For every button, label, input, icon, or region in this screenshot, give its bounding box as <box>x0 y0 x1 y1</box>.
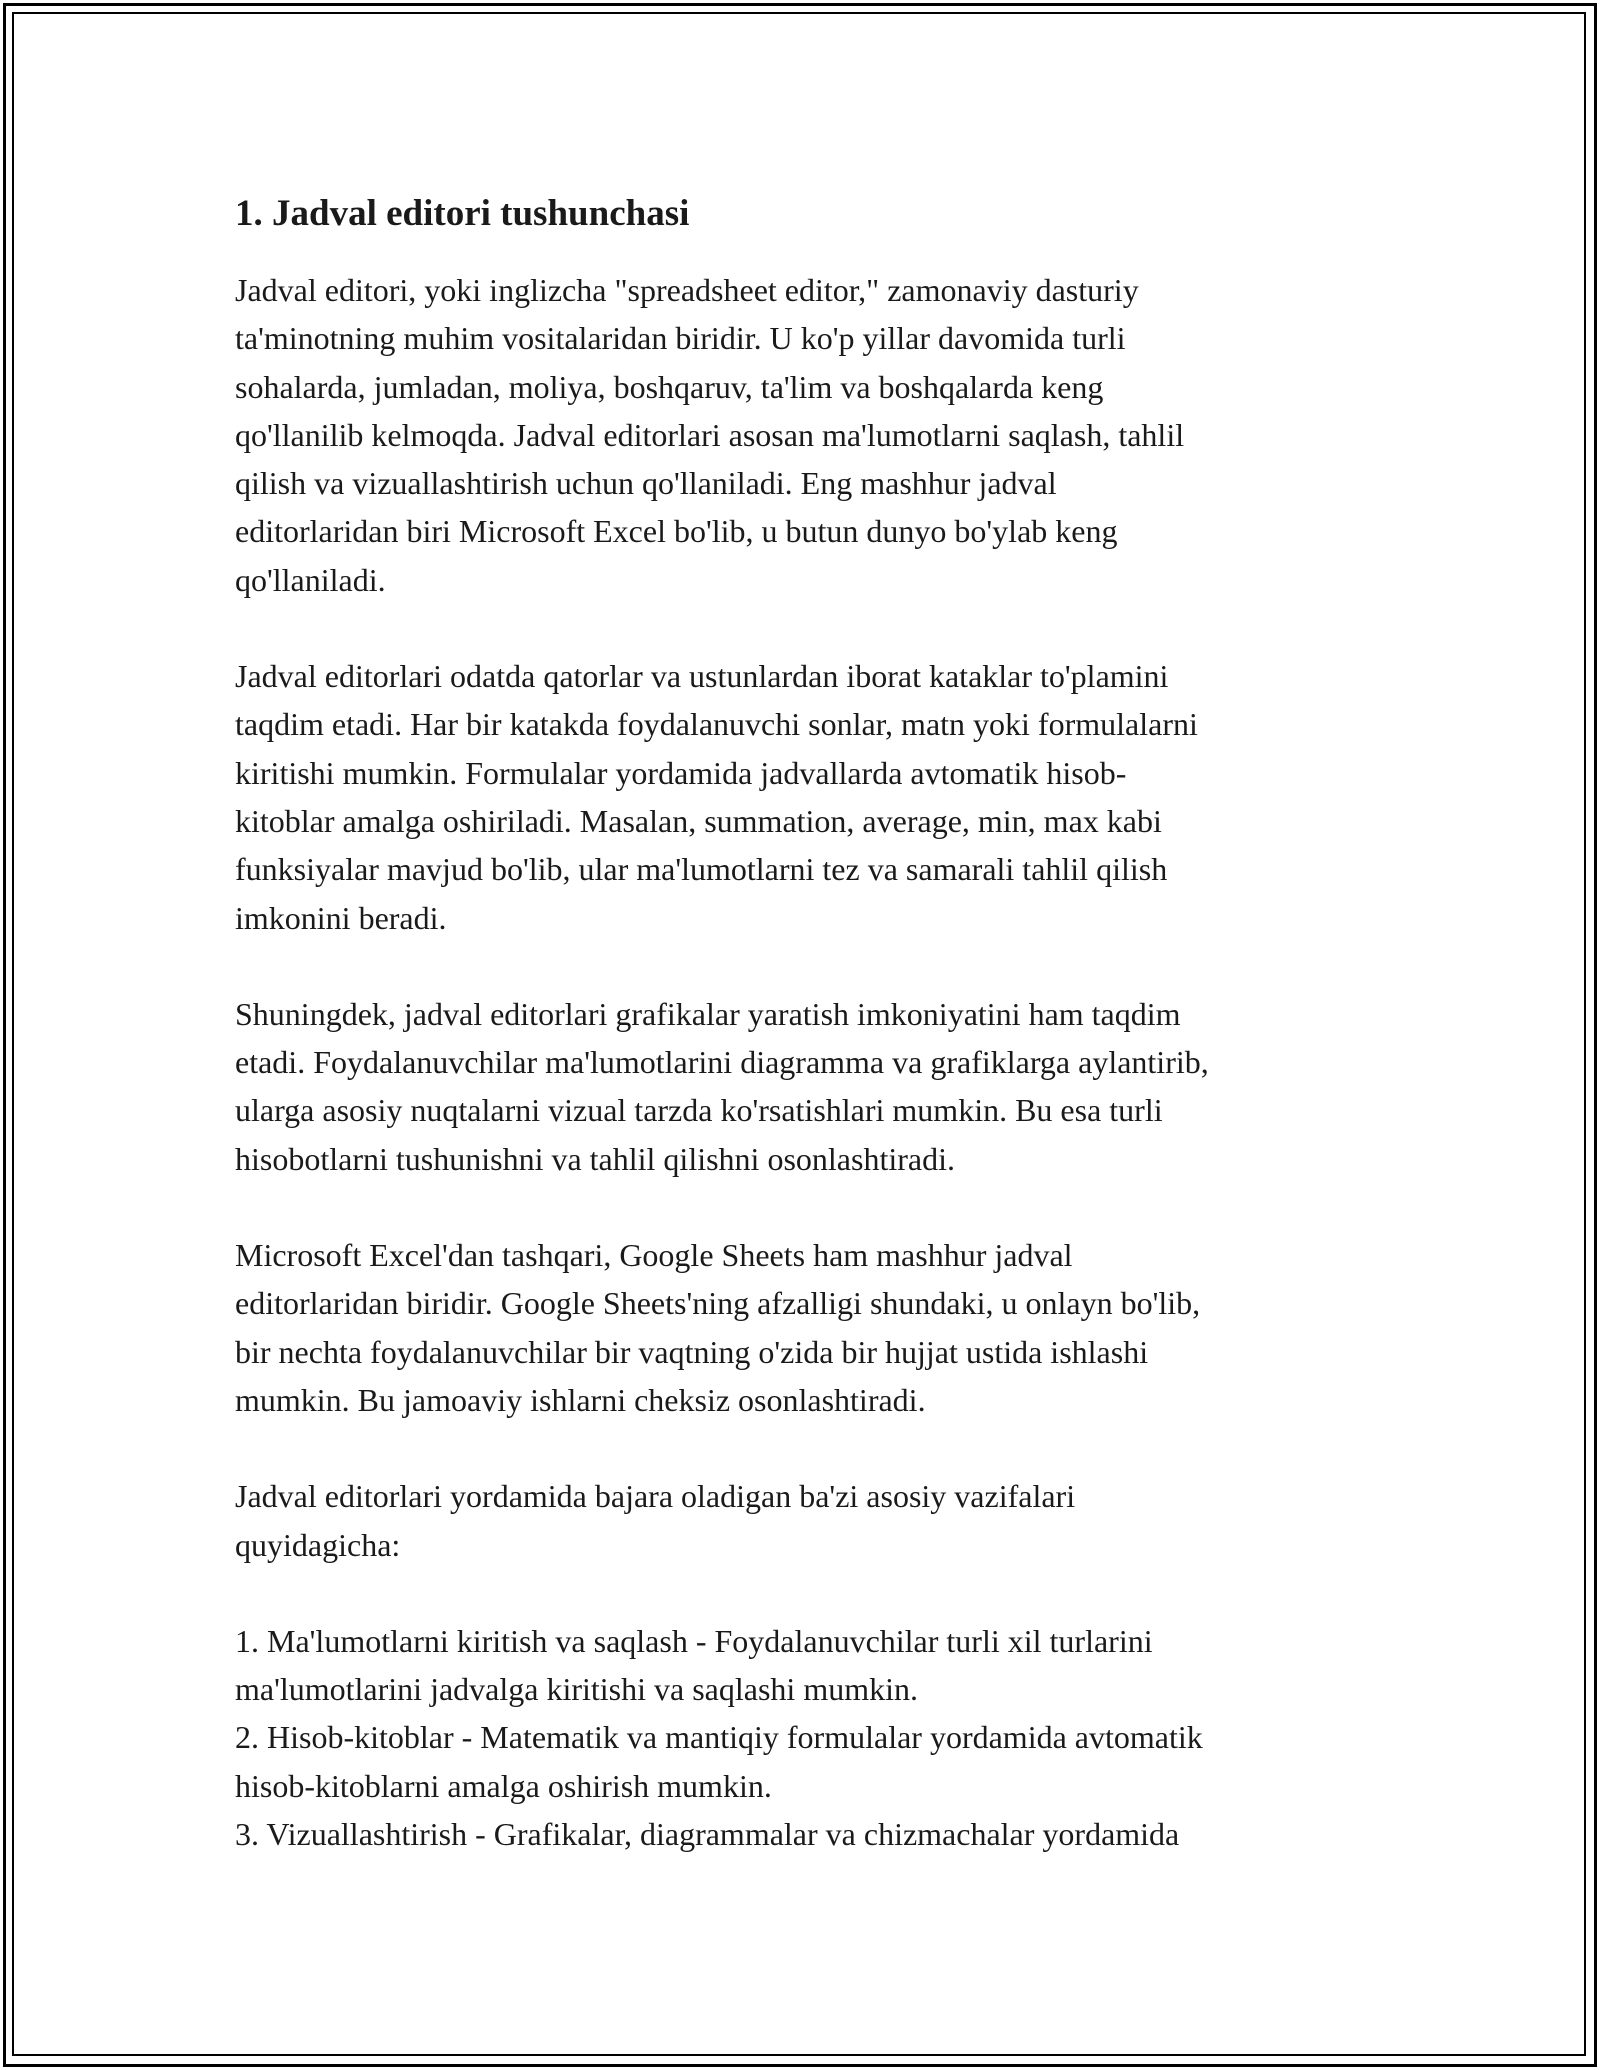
section-heading: 1. Jadval editori tushunchasi <box>235 193 690 234</box>
paragraph-google-sheets: Microsoft Excel'dan tashqari, Google Sheets ham mashhur jadval editorlaridan biridir. Google Sheets'ning afzalligi shundaki, u onlayn bo'lib, bir nechta foydalanuvchilar bir vaqtning o'zida bir hujjat ustida ishlashi mumkin. Bu jamoaviy ishlarni cheksiz osonlashtiradi. <box>235 1237 1201 1418</box>
list-item: 3. Vizuallashtirish - Grafikalar, diagrammalar va chizmachalar yordamida <box>235 1816 1180 1853</box>
paragraph-tasks-intro: Jadval editorlari yordamida bajara oladigan ba'zi asosiy vazifalari quyidagicha: <box>235 1478 1076 1563</box>
paragraph-intro: Jadval editori, yoki inglizcha "spreadsheet editor," zamonaviy dasturiy ta'minotning muhim vositalaridan biridir. U ko'p yillar davomida turli sohalarda, jumladan, moliya, boshqaruv, ta'lim va boshqalarda keng qo'llanilib kelmoqda. Jadval editorlari asosan ma'lumotlarni saqlash, tahlil qilish va vizuallashtirish uchun qo'llaniladi. Eng mashhur jadval editorlaridan biri Microsoft Excel bo'lib, u butun dunyo bo'ylab keng qo'llaniladi. <box>235 272 1185 598</box>
paragraph-cells-formulas: Jadval editorlari odatda qatorlar va ustunlardan iborat kataklar to'plamini taqdim etadi. Har bir katakda foydalanuvchi sonlar, matn yoki formulalarni kiritishi mumkin. Formulalar yordamida jadvallarda avtomatik hisob- kitoblar amalga oshiriladi. Masalan, summation, average, min, max kabi funksiyalar mavjud bo'lib, ular ma'lumotlarni tez va samarali tahlil qilish imkonini beradi. <box>235 658 1198 936</box>
paragraph-charts: Shuningdek, jadval editorlari grafikalar yaratish imkoniyatini ham taqdim etadi. Foydalanuvchilar ma'lumotlarini diagramma va grafiklarga aylantirib, ularga asosiy nuqtalarni vizual tarzda ko'rsatishlari mumkin. Bu esa turli hisobotlarni tushunishni va tahlil qilishni osonlashtiradi. <box>235 995 1209 1177</box>
task-list <box>235 1617 1385 1858</box>
list-item: 1. Ma'lumotlarni kiritish va saqlash - Foydalanuvchilar turli xil turlarini ma'lumotlarini jadvalga kiritishi va saqlashi mumkin. <box>235 1622 1153 1708</box>
document-body <box>235 188 1385 1858</box>
list-item: 2. Hisob-kitoblar - Matematik va mantiqiy formulalar yordamida avtomatik hisob-kitoblarni amalga oshirish mumkin. <box>235 1719 1203 1804</box>
